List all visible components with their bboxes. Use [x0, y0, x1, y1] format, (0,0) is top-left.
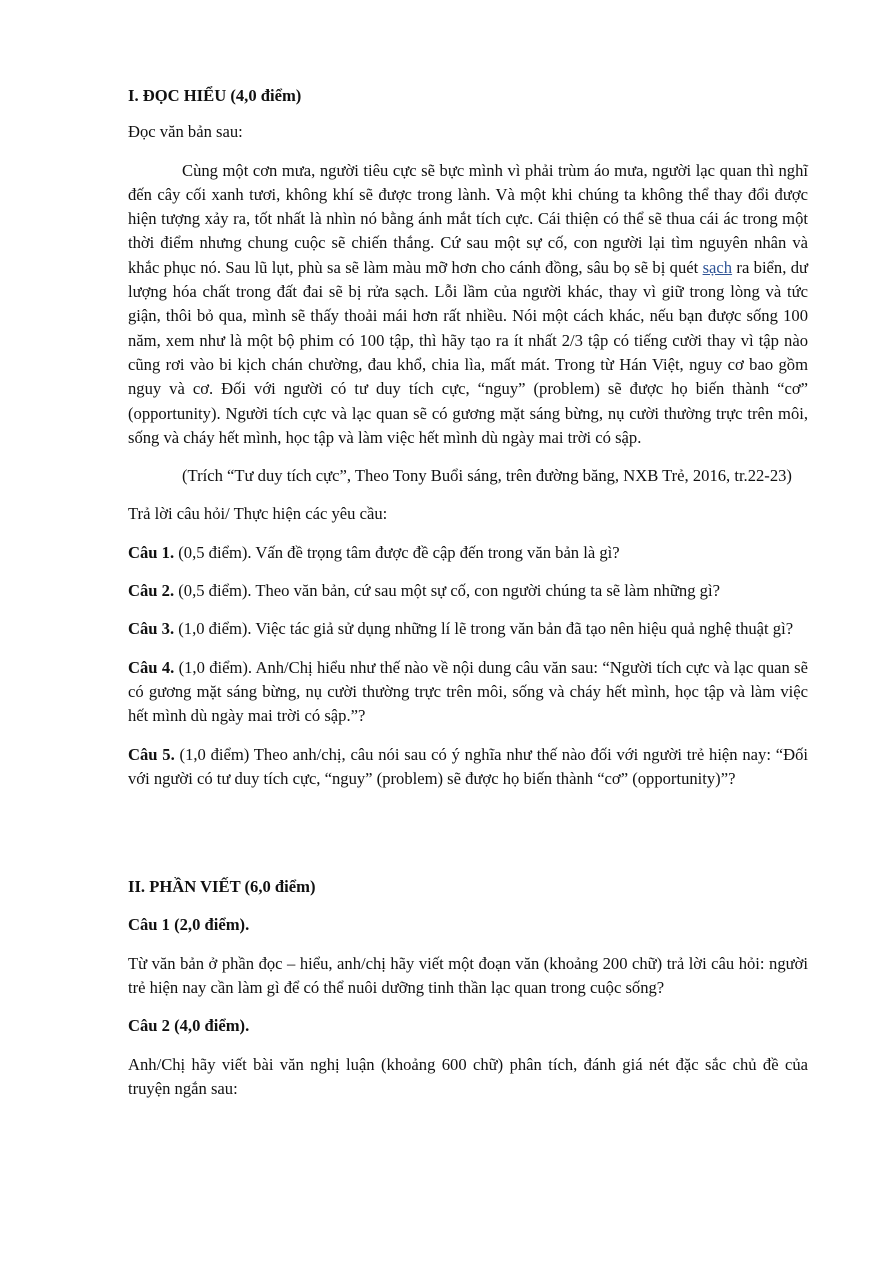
reading-passage [128, 159, 808, 451]
question-label: Câu 4. [128, 657, 175, 677]
writing-question-2-text: Anh/Chị hãy viết bài văn nghị luận (khoảng 600 chữ) phân tích, đánh giá nét đặc sắc chủ đề của truyện ngắn sau: [128, 1054, 808, 1098]
instructions: Trả lời câu hỏi/ Thực hiện các yêu cầu: [128, 504, 388, 524]
writing-question-1-label [128, 913, 808, 937]
writing-question-2-title: Câu 2 (4,0 điểm). [128, 1016, 250, 1036]
reading-intro: Đọc văn bản sau: [128, 122, 243, 142]
writing-question-1-title: Câu 1 (2,0 điểm). [128, 915, 250, 935]
question-label: Câu 1. [128, 542, 175, 562]
section-heading-writing: II. PHẦN VIẾT (6,0 điểm) [128, 877, 316, 897]
question-text: (1,0 điểm). Anh/Chị hiểu như thế nào về nội dung câu văn sau: “Người tích cực và lạc quan sẽ có gương mặt sáng bừng, nụ cười thường trực trên môi, sống và cháy hết mình, học tập và làm việc hết mình dù ngày mai trời có sập.”? [128, 657, 808, 726]
question-text: (0,5 điểm). Vấn đề trọng tâm được đề cập đến trong văn bản là gì? [174, 542, 620, 562]
question-3 [128, 617, 808, 641]
question-1 [128, 541, 808, 565]
question-label: Câu 5. [128, 744, 175, 764]
question-2 [128, 579, 808, 603]
question-label: Câu 3. [128, 619, 175, 639]
question-4 [128, 656, 808, 729]
writing-question-2-label [128, 1014, 808, 1038]
passage-hyperlink[interactable]: sạch [702, 257, 733, 277]
passage-source: (Trích “Tư duy tích cực”, Theo Tony Buổi sáng, trên đường băng, NXB Trẻ, 2016, tr.22-23) [182, 466, 792, 486]
section-heading-reading: I. ĐỌC HIỂU (4,0 điểm) [128, 86, 302, 105]
question-label: Câu 2. [128, 581, 175, 601]
question-5 [128, 743, 808, 792]
question-text: (0,5 điểm). Theo văn bản, cứ sau một sự cố, con người chúng ta sẽ làm những gì? [174, 581, 720, 601]
question-text: (1,0 điểm). Việc tác giả sử dụng những lí lẽ trong văn bản đã tạo nên hiệu quả nghệ thuật gì? [174, 619, 794, 639]
passage-part-a: Cùng một cơn mưa, người tiêu cực sẽ bực mình vì phải trùm áo mưa, người lạc quan thì nghĩ đến cây cối xanh tươi, không khí sẽ được trong lành. Và một khi chúng ta không thể thay đổi được hiện tượng xảy ra, tốt nhất là nhìn nó bằng ánh mắt tích cực. Cái thiện có thể sẽ thua cái ác trong một thời điểm nhưng chung cuộc sẽ chiến thắng. Cứ sau một sự cố, con người lại tìm nguyên nhân và khắc phục nó. Sau lũ lụt, phù sa sẽ làm màu mỡ hơn cho cánh đồng, sâu bọ sẽ bị quét [128, 160, 808, 277]
passage-part-b: ra biển, dư lượng hóa chất trong đất đai sẽ bị rửa sạch. Lỗi lầm của người khác, thay vì giữ trong lòng và tức giận, thôi bỏ qua, mình sẽ thấy thoải mái hơn rất nhiều. Nói một cách khác, nếu bạn được sống 100 năm, xem như là một bộ phim có 100 tập, thì hãy tạo ra ít nhất 2/3 tập có tiếng cười thay vì tập nào cũng rơi vào bi kịch chán chường, đau khổ, chia lìa, mất mát. Trong từ Hán Việt, nguy cơ bao gồm nguy và cơ. Đối với người có tư duy tích cực, “nguy” (problem) sẽ được họ biến thành “cơ” (opportunity). Người tích cực và lạc quan sẽ có gương mặt sáng bừng, nụ cười thường trực trên môi, sống và cháy hết mình, học tập và làm việc hết mình dù ngày mai trời có sập. [128, 257, 808, 447]
document-page [128, 84, 808, 1101]
question-text: (1,0 điểm) Theo anh/chị, câu nói sau có ý nghĩa như thế nào đối với người trẻ hiện nay: “Đối với người có tư duy tích cực, “nguy” (problem) sẽ được họ biến thành “cơ” (opportunity)”? [128, 744, 808, 788]
writing-question-1-text: Từ văn bản ở phần đọc – hiểu, anh/chị hãy viết một đoạn văn (khoảng 200 chữ) trả lời câu hỏi: người trẻ hiện nay cần làm gì để có thể nuôi dưỡng tinh thần lạc quan trong cuộc sống? [128, 953, 808, 998]
